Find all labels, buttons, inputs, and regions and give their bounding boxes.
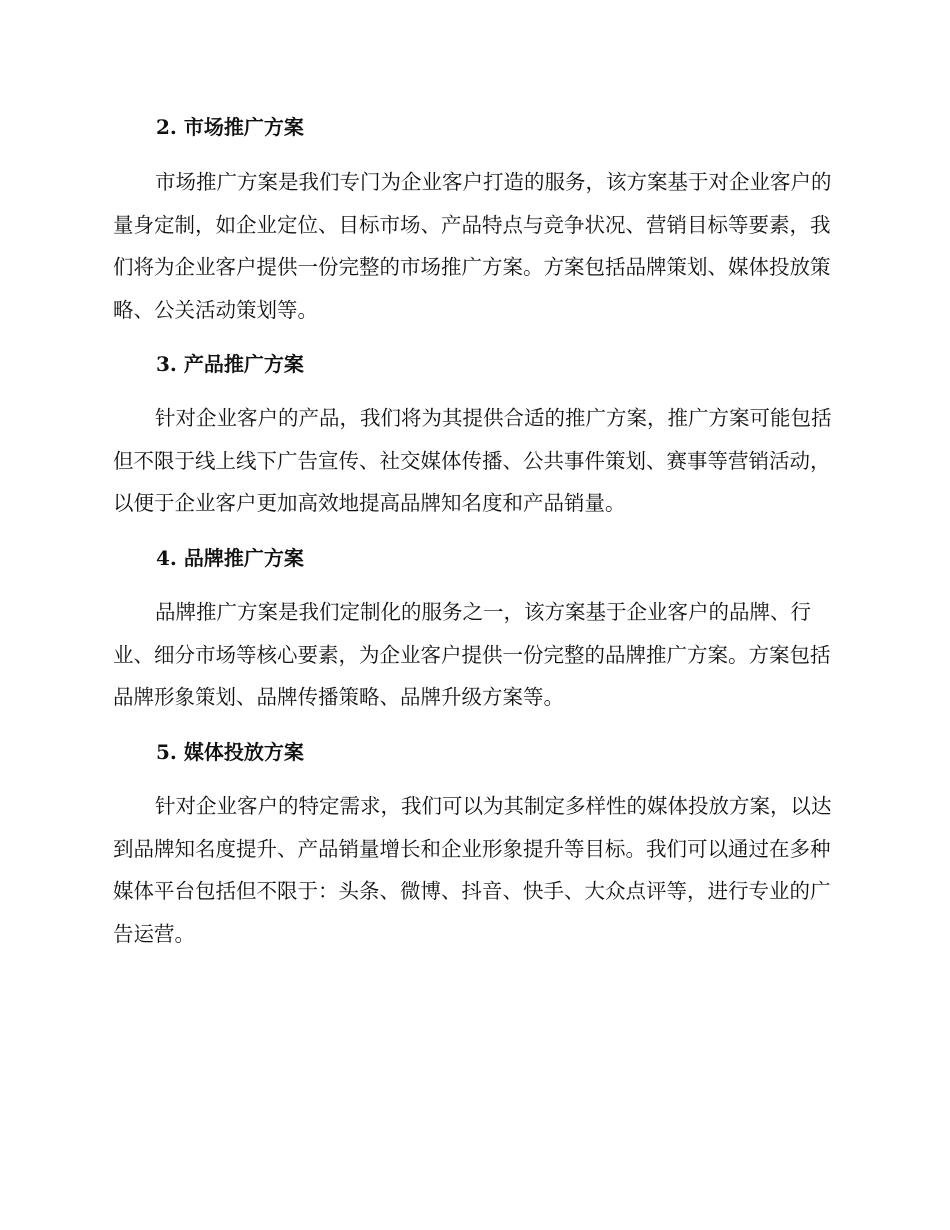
- section-body-product-promotion: 针对企业客户的产品，我们将为其提供合适的推广方案，推广方案可能包括但不限于线上线下广告宣传、社交媒体传播、公共事件策划、赛事等营销活动，以便于企业客户更加高效地提高品牌知名度和产品销量。: [113, 406, 832, 515]
- section-heading-brand-promotion: 4. 品牌推广方案: [156, 546, 304, 570]
- section-body-media-placement: 针对企业客户的特定需求，我们可以为其制定多样性的媒体投放方案，以达到品牌知名度提升、产品销量增长和企业形象提升等目标。我们可以通过在多种媒体平台包括但不限于：头条、微博、抖音、快手、大众点评等，进行专业的广告运营。: [113, 794, 832, 946]
- section-body-market-promotion: 市场推广方案是我们专门为企业客户打造的服务，该方案基于对企业客户的量身定制，如企业定位、目标市场、产品特点与竞争状况、营销目标等要素，我们将为企业客户提供一份完整的市场推广方案。方案包括品牌策划、媒体投放策略、公关活动策划等。: [113, 170, 832, 322]
- section-heading-market-promotion: 2. 市场推广方案: [156, 115, 304, 139]
- section-body-brand-promotion: 品牌推广方案是我们定制化的服务之一，该方案基于企业客户的品牌、行业、细分市场等核心要素，为企业客户提供一份完整的品牌推广方案。方案包括品牌形象策划、品牌传播策略、品牌升级方案等。: [113, 600, 831, 709]
- section-heading-product-promotion: 3. 产品推广方案: [156, 352, 304, 376]
- section-heading-media-placement: 5. 媒体投放方案: [156, 740, 304, 764]
